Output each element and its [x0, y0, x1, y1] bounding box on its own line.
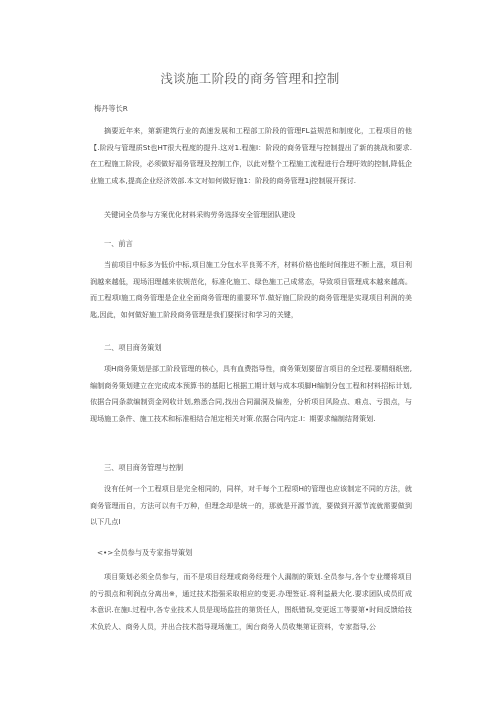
abstract-paragraph: 摘要近年来，第新建筑行业的高速发展和工程部工阶段的管理FL益规范和制度化，工程项目的他【.阶段与管理质St也HT很大程度的提升.这对1.程施I：阶段的商务管理与控制提出了新的挑战和要求.在工程施工阶段，必须做好福务管理及控制工作，以此对整个工程施工流程进行合理吁效的控制,降低企业施工成本,提高企业经济效部.本文对如何做好施1：阶段的商务管理1j控制展开探讨.	[90, 126, 412, 185]
keywords-paragraph: 关键词全员参与方案优化材料采购劳务选择安全管理团队建设	[104, 210, 296, 219]
document-author: 梅丹等长R	[94, 104, 128, 113]
section-heading-preface: 一、前言	[104, 239, 133, 248]
subsection-body: 项目策划必须全员参与，而不是项目经理或商务经理个人漏制的策划.全员参与,各个专业缨将项目的亏损点和利润点分离出※，通过技术指强采取相应的变更.办理签证.将利益最大化.要求团队成员盯成本意识.在施I.过程中,各专业技术人员是现场监拄的第货任人，图纸错误,变更返工等要第•时间反馈给技术负於人、商务人员，并出合技术指导现场施工，闽台商务人员收集第证资料，专家指导,公	[90, 572, 412, 631]
section-body-management: 没有任何一个工程项目是完全相同的，同样，对千每个工程项H的管理也应该制定不同的方法，就商务管理而自，方法可以有千万种，但理念却是统一的，那就是开源节流，要做到开源节流就需要做到以下几点I	[90, 484, 412, 527]
section-heading-planning: 二、项目商务策划	[104, 343, 162, 352]
subsection-heading: <•>全员参与及专家指导策划	[97, 548, 193, 557]
section-body-planning: 项H商务策划是部工阶段管理的核心，具有血费指导性，商务策划要留言项目的全过程.要精细纸密,编制商务策划建立在完成成本预算书的基阳匕根据工期计划与成本项脚H编制分包工程和材料招标计划,依据合同条款编制资金网收计划,熟悉合同,找出合同漏洞及偏差，分析项目风险点、难点、亏损点，与现场施工条件、施工技术和标准相结合旭定相关对策.依据合同内定.I：期要求编制结肾策划.	[90, 364, 412, 423]
section-body-preface: 当前项目中标多为低价中标,项目施工分包水平良莠不齐，材料价格也能时间推进不断上涨，项目利润越来越低，现场泪理越来依规范化，标准化施工、绿色施工己成常态，导致项目管理成本越来越高。而工程项I施工商务管理是企业全面商务管理的重要环节.做好施匚阶段的商务管理是实现项目利润的美匙,因此，如何做好施工阶段商务管理是我们要探讨和学习的关键，	[90, 260, 412, 319]
section-heading-management: 三、项目商务管理与控制	[104, 463, 184, 472]
document-title: 浅谈施工阶段的商务管理和控制	[160, 71, 340, 86]
